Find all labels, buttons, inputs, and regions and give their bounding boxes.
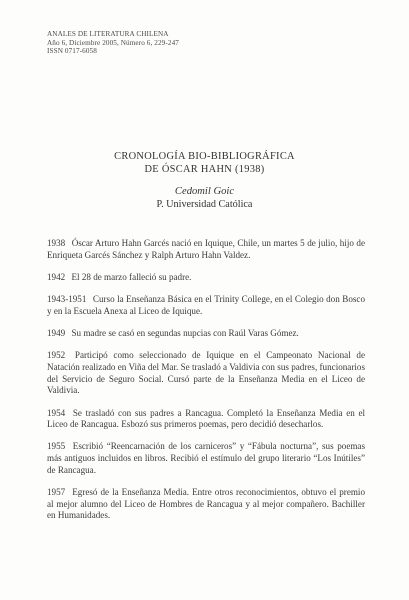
- entry-text: Egresó de la Enseñanza Media. Entre otros reconocimientos, obtuvo el premio al mejor alumno del Liceo de Hombres de Rancagua y al mejor compañero. Bachiller en Humanidades.: [47, 487, 365, 521]
- chronology-entry: [47, 350, 365, 397]
- chronology-entry: [47, 487, 365, 522]
- entry-text: El 28 de marzo falleció su padre.: [71, 271, 192, 282]
- entry-text: Se trasladó con sus padres a Rancagua. Completó la Enseñanza Media en el Liceo de Rancagua. Esbozó sus primeros poemas, pero decidió desecharlos.: [47, 407, 366, 430]
- entry-year: 1949: [47, 328, 66, 339]
- author-name: Cedomil Goic: [174, 186, 235, 197]
- entry-year: 1938: [47, 238, 66, 248]
- entry-text: Escribió “Reencarnación de los carniceros” y “Fábula nocturna”, sus poemas más antiguos incluidos en libros. Recibió el estímulo del grupo literario “Los Inútiles” de Rancagua.: [47, 441, 366, 475]
- chronology-entry: [47, 328, 365, 340]
- title-line-1: CRONOLOGÍA BIO-BIBLIOGRÁFICA: [114, 151, 295, 162]
- author-affiliation: P. Universidad Católica: [156, 199, 253, 210]
- chronology-entry: [47, 294, 365, 317]
- journal-header: [47, 30, 179, 56]
- entry-text: Participó como seleccionado de Iquique en el Campeonato Nacional de Natación realizado en Viña del Mar. Se trasladó a Valdivia con sus padres, funcionarios del Servicio de Seguro Social. Cursó parte de la Enseñanza Media en el Liceo de Valdivia.: [47, 350, 365, 396]
- entry-text: Su madre se casó en segundas nupcias con Raúl Varas Gómez.: [71, 328, 299, 339]
- chronology-entry: [47, 408, 365, 431]
- entry-year: 1955: [47, 441, 66, 452]
- chronology-entries: [47, 238, 365, 533]
- chronology-entry: [47, 238, 365, 261]
- chronology-entry: [47, 441, 365, 476]
- entry-year: 1957: [47, 487, 66, 498]
- entry-text: Óscar Arturo Hahn Garcés nació en Iquique, Chile, un martes 5 de julio, hijo de Enriqueta Garcés Sánchez y Ralph Arturo Hahn Valdez.: [47, 238, 365, 260]
- journal-issue: Año 6, Diciembre 2005, Número 6, 229-247: [47, 38, 179, 47]
- journal-issn: ISSN 0717-6058: [47, 47, 97, 56]
- entry-year: 1942: [47, 271, 66, 282]
- entry-year: 1954: [47, 407, 66, 418]
- entry-year: 1943-1951: [47, 294, 87, 305]
- journal-name: ANALES DE LITERATURA CHILENA: [47, 30, 169, 38]
- author-block: [0, 185, 409, 211]
- title-line-2: DE ÓSCAR HAHN (1938): [144, 164, 265, 175]
- article-title: [0, 150, 409, 176]
- chronology-entry: [47, 272, 365, 284]
- entry-year: 1952: [47, 350, 66, 361]
- entry-text: Curso la Enseñanza Básica en el Trinity College, en el Colegio don Bosco y en la Escuela Anexa al Liceo de Iquique.: [47, 294, 365, 316]
